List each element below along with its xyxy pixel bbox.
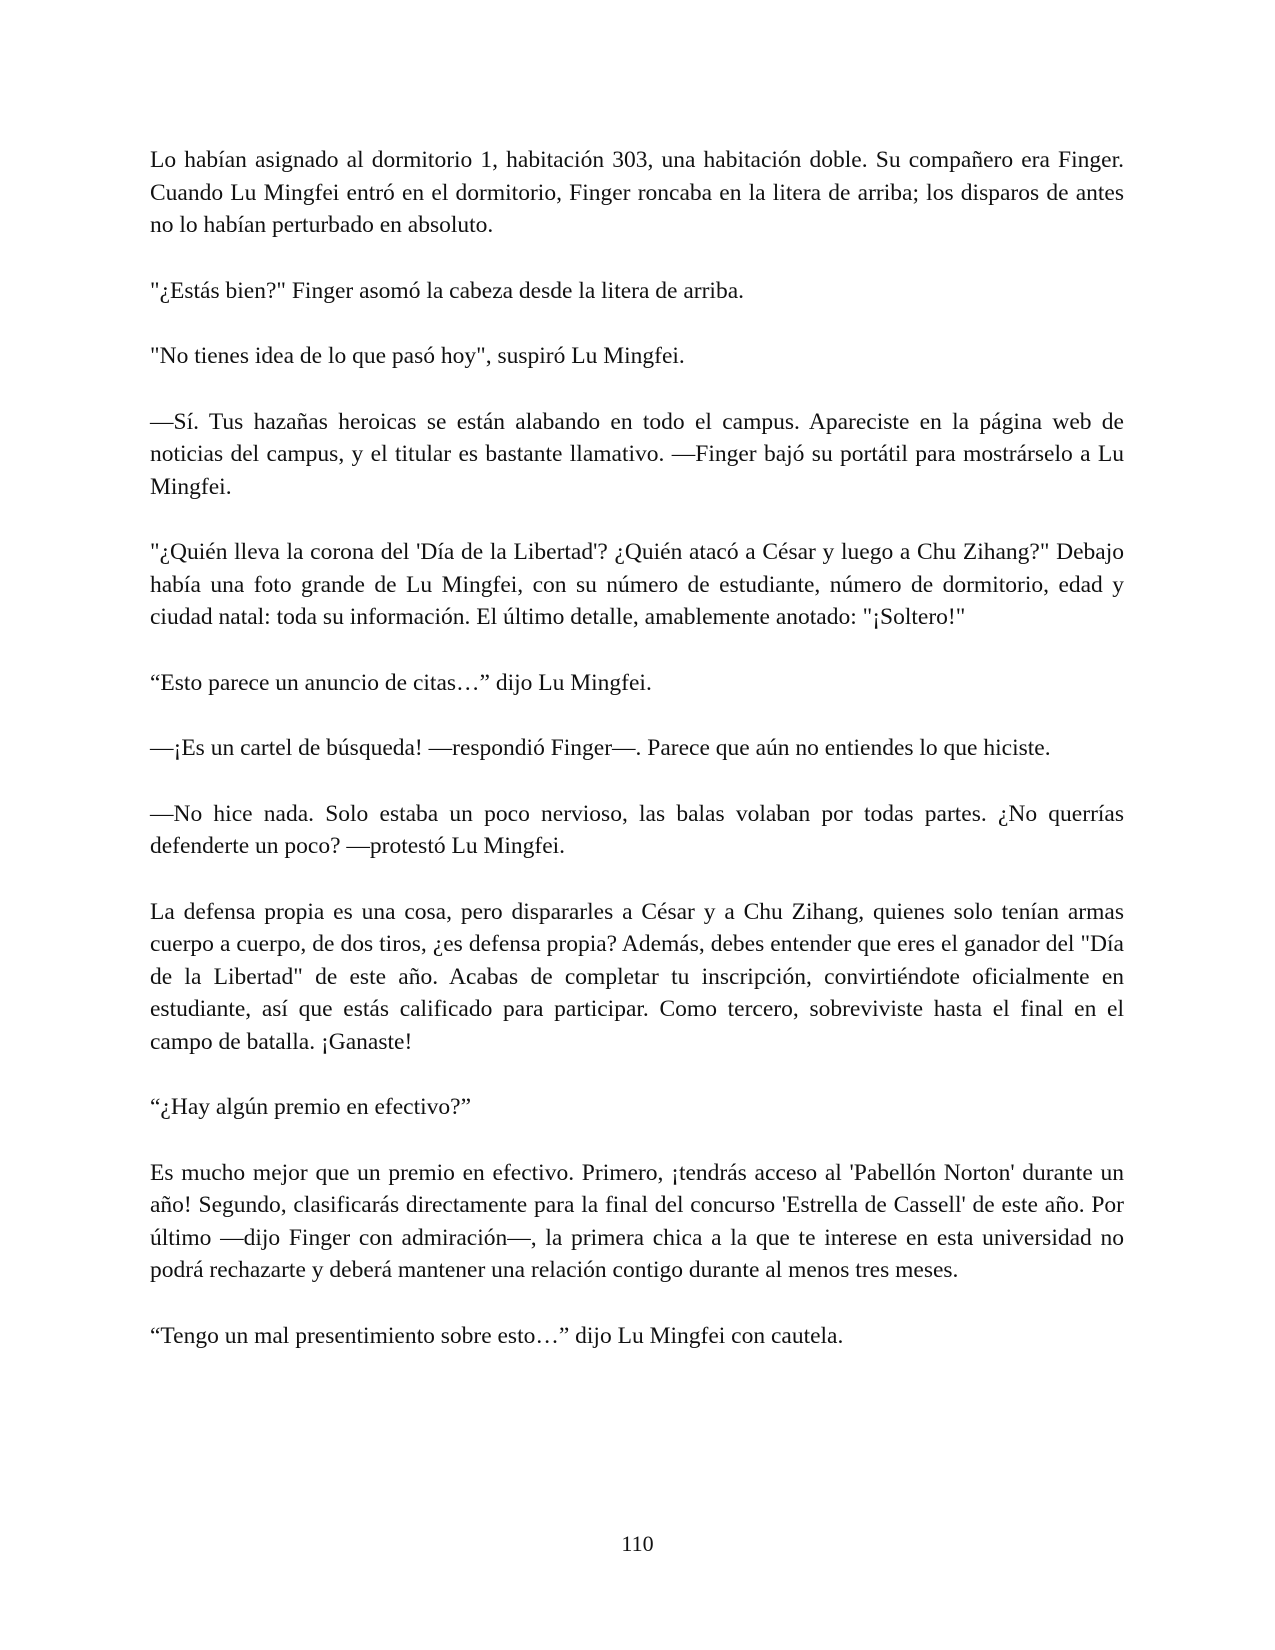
paragraph-12: “Tengo un mal presentimiento sobre esto…” dijo Lu Mingfei con cautela. <box>150 1322 844 1349</box>
paragraph-3: "No tienes idea de lo que pasó hoy", suspiró Lu Mingfei. <box>150 343 685 369</box>
paragraph-10: “¿Hay algún premio en efectivo?” <box>150 1094 472 1120</box>
paragraph-9: La defensa propia es una cosa, pero dispararles a César y a Chu Zihang, quienes solo tenían armas cuerpo a cuerpo, de dos tiros, ¿es defensa propia? Además, debes entender que eres el ganador del "Día de la Libertad" de este año. Acabas de completar tu inscripción, convirtiéndote oficialmente en estudiante, así que estás calificado para participar. Como tercero, sobreviviste hasta el final en el campo de batalla. ¡Ganaste! <box>150 898 1124 1055</box>
page-number: 110 <box>621 1531 654 1556</box>
paragraph-2: "¿Estás bien?" Finger asomó la cabeza desde la litera de arriba. <box>150 277 745 304</box>
paragraph-5: "¿Quién lleva la corona del 'Día de la Libertad'? ¿Quién atacó a César y luego a Chu Zihang?" Debajo había una foto grande de Lu Mingfei, con su número de estudiante, número de dormitorio, edad y ciudad natal: toda su información. El último detalle, amablemente anotado: "¡Soltero!" <box>150 539 1124 630</box>
paragraph-6: “Esto parece un anuncio de citas…” dijo Lu Mingfei. <box>150 669 652 696</box>
page-body <box>150 144 1124 1352</box>
paragraph-7: —¡Es un cartel de búsqueda! —respondió Finger—. Parece que aún no entiendes lo que hiciste. <box>150 735 1051 761</box>
paragraph-11: Es mucho mejor que un premio en efectivo. Primero, ¡tendrás acceso al 'Pabellón Norton' durante un año! Segundo, clasificarás directamente para la final del concurso 'Estrella de Cassell' de este año. Por último —dijo Finger con admiración—, la primera chica a la que te interese en esta universidad no podrá rechazarte y deberá mantener una relación contigo durante al menos tres meses. <box>150 1159 1124 1283</box>
paragraph-8: —No hice nada. Solo estaba un poco nervioso, las balas volaban por todas partes. ¿No querrías defenderte un poco? —protestó Lu Mingfei. <box>150 800 1124 859</box>
paragraph-1: Lo habían asignado al dormitorio 1, habitación 303, una habitación doble. Su compañero era Finger. Cuando Lu Mingfei entró en el dormitorio, Finger roncaba en la litera de arriba; los disparos de antes no lo habían perturbado en absoluto. <box>150 147 1124 238</box>
paragraph-4: —Sí. Tus hazañas heroicas se están alabando en todo el campus. Apareciste en la página web de noticias del campus, y el titular es bastante llamativo. —Finger bajó su portátil para mostrárselo a Lu Mingfei. <box>150 408 1124 500</box>
